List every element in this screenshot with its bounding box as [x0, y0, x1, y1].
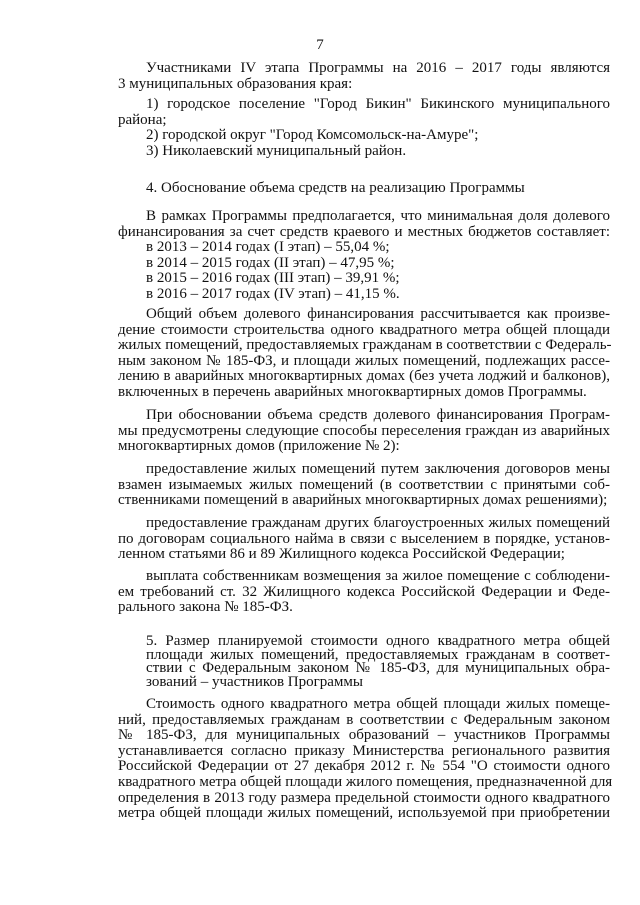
paragraph-total-volume	[118, 307, 610, 401]
section-title-line: площади жилых помещений, предоставляемых гражданам в соответ-	[146, 646, 610, 663]
stage-item: в 2016 – 2017 годах (IV этап) – 41,15 %.	[146, 285, 400, 302]
text-line: по договорам социального найма в связи с выселением в порядке, установ-	[118, 530, 610, 547]
method-exchange	[118, 462, 610, 509]
section-4-heading	[118, 181, 610, 197]
text-line: предоставление жилых помещений путем заключения договоров мены	[146, 461, 610, 477]
text-line: определения в 2013 году размера предельной стоимости одного квадратного	[118, 789, 610, 806]
text-line: ным законом № 185-ФЗ, и площади жилых помещений, подлежащих рассе-	[118, 352, 610, 369]
stages-list	[118, 240, 610, 302]
stage-item: в 2014 – 2015 годах (II этап) – 47,95 %;	[146, 254, 395, 271]
text-line: многоквартирных домов (приложение № 2):	[118, 438, 400, 455]
section-title: 4. Обоснование объема средств на реализацию Программы	[146, 180, 525, 196]
section-title-line: 5. Размер планируемой стоимости одного квадратного метра общей	[146, 633, 610, 649]
text-line: Российской Федерации от 27 декабря 2012 г. № 554 "О стоимости одного	[118, 758, 610, 775]
text-line: квадратного метра общей площади жилого помещения, предназначенной для	[118, 773, 613, 790]
text-line: дение стоимости строительства одного квадратного метра общей площади	[118, 321, 610, 338]
text-line: выплата собственникам возмещения за жилое помещение с соблюдени-	[146, 568, 610, 584]
method-social-rent	[118, 516, 610, 563]
paragraph-resettlement-methods	[118, 408, 610, 455]
text-line: предоставление гражданам других благоустроенных жилых помещений	[146, 515, 610, 531]
text-line: ленном статьями 86 и 89 Жилищного кодекса Российской Федерации;	[118, 546, 565, 563]
text-line: Стоимость одного квадратного метра общей площади жилых помеще-	[146, 696, 610, 712]
text-line: 3 муниципальных образования края:	[118, 75, 353, 92]
text-line: рального закона № 185-ФЗ.	[118, 599, 293, 616]
text-line: устанавливается согласно приказу Министерства регионального развития	[118, 742, 610, 759]
stage-item: в 2015 – 2016 годах (III этап) – 39,91 %;	[146, 270, 400, 287]
text-line: жилых помещений, предоставляемых гражданам в соответствии с Федераль-	[118, 337, 612, 354]
stage-item: в 2013 – 2014 годах (I этап) – 55,04 %;	[146, 239, 390, 255]
text-line: лению в аварийных многоквартирных домах (без учета лоджий и балконов),	[118, 368, 610, 385]
text-line: ственниками помещений в аварийных многоквартирных домах решениями);	[118, 492, 608, 509]
section-5-heading	[146, 635, 610, 689]
text-line: Участниками IV этапа Программы на 2016 – 2017 годы являются	[146, 60, 610, 76]
text-line: В рамках Программы предполагается, что минимальная доля долевого	[146, 208, 610, 224]
list-item: 1) городское поселение "Город Бикин" Бикинского муниципального	[146, 96, 610, 112]
paragraph-participants	[118, 61, 610, 92]
text-line: включенных в перечень аварийных многоквартирных домов Программы.	[118, 383, 587, 400]
text-line: № 185-ФЗ, для муниципальных образований – участников Программы	[118, 727, 610, 744]
text-line: ний, предоставляемых гражданам в соответствии с Федеральным законом	[118, 711, 610, 728]
text-line: ем требований ст. 32 Жилищного кодекса Российской Федерации и Феде-	[118, 583, 610, 600]
text-line: Общий объем долевого финансирования рассчитывается как произве-	[146, 306, 610, 322]
paragraph-financing-share	[118, 209, 610, 240]
method-compensation	[118, 569, 610, 616]
participants-list	[118, 97, 610, 159]
paragraph-cost-per-meter	[118, 696, 613, 822]
list-item: 3) Николаевский муниципальный район.	[146, 142, 407, 159]
text-line: метра общей площади жилых помещений, используемой при приобретении	[118, 805, 610, 822]
text-line: мы предусмотрены следующие способы переселения граждан из аварийных	[118, 422, 610, 439]
text-line: взамен изымаемых жилых помещений (в соответствии с принятыми соб-	[118, 476, 610, 493]
text-line: финансирования за счет средств краевого и местных бюджетов составляет:	[118, 223, 610, 240]
list-item: 2) городской округ "Город Комсомольск-на-Амуре";	[146, 127, 479, 144]
section-title-line: ствии с Федеральным законом № 185-ФЗ, для муниципальных обра-	[146, 660, 610, 676]
text-line: При обосновании объема средств долевого финансирования Програм-	[146, 407, 610, 423]
list-item-continuation: района;	[118, 111, 167, 128]
section-title-line: зований – участников Программы	[146, 673, 363, 690]
page-number: 7	[316, 37, 324, 53]
